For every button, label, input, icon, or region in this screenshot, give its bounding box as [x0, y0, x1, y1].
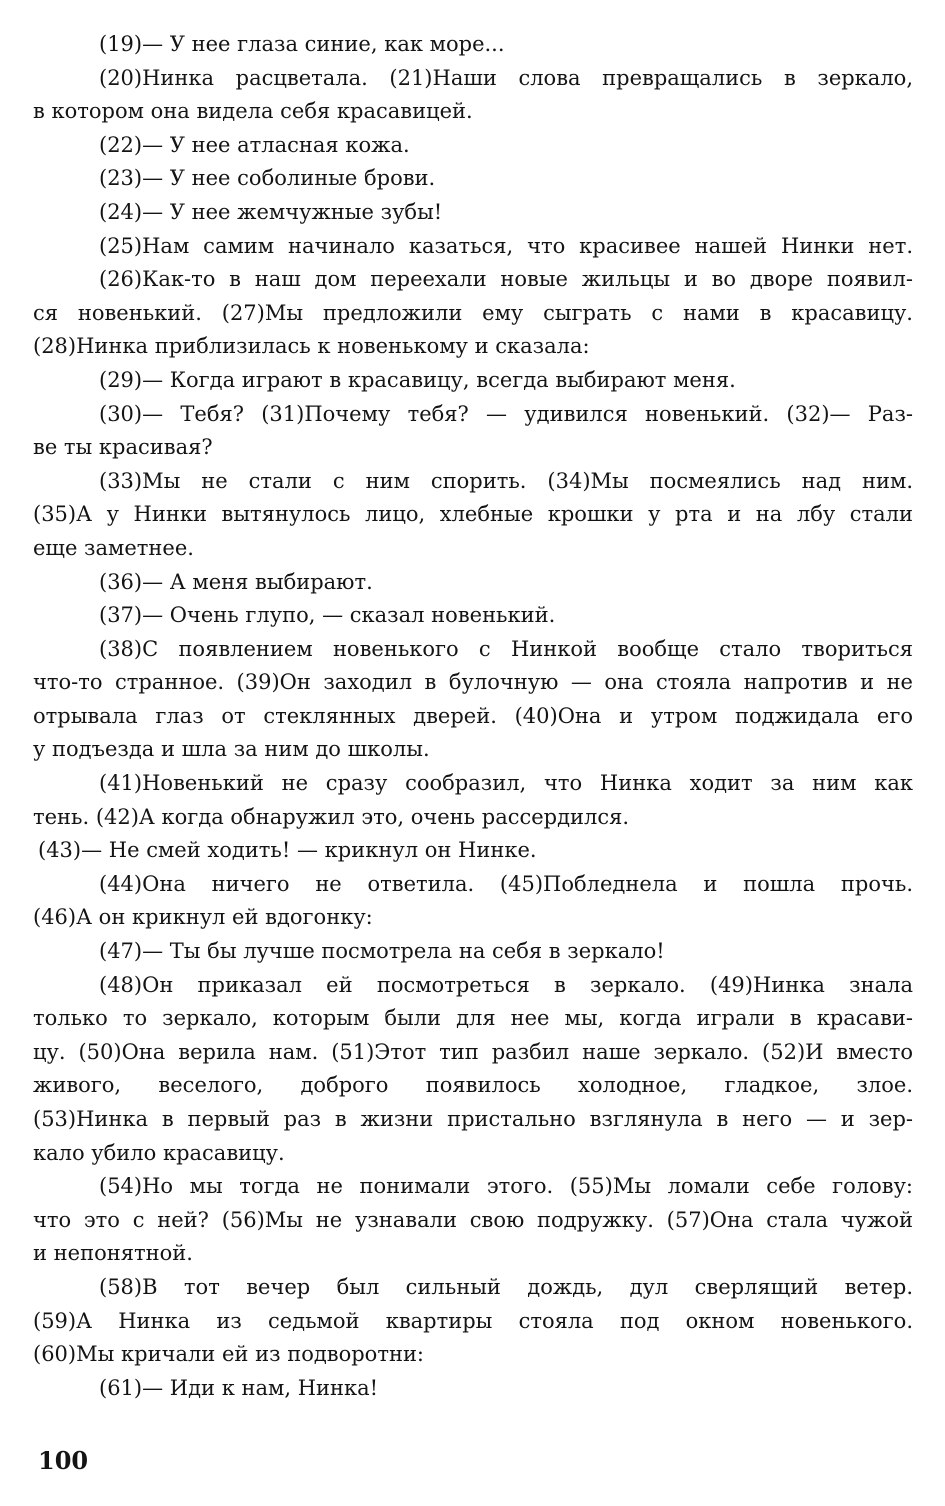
text-line: (30)— Тебя? (31)Почему тебя? — удивился новенький. (32)— Раз-	[99, 401, 913, 426]
text-line: (53)Нинка в первый раз в жизни пристально взглянула в него — и зер-	[33, 1107, 913, 1131]
text-line: (58)В тот вечер был сильный дождь, дул сверлящий ветер.	[99, 1274, 913, 1299]
text-line: (43)— Не смей ходить! — крикнул он Нинке.	[38, 838, 537, 863]
text-line: (41)Новенький не сразу сообразил, что Нинка ходит за ним как	[99, 771, 913, 796]
text-line: что-то странное. (39)Он заходил в булочную — она стояла напротив и не	[33, 670, 913, 695]
text-line: (37)— Очень глупо, — сказал новенький.	[99, 603, 556, 628]
text-line: (46)А он крикнул ей вдогонку:	[33, 905, 373, 930]
text-line: у подъезда и шла за ним до школы.	[33, 737, 430, 762]
text-line: живого, веселого, доброго появилось холодное, гладкое, злое.	[33, 1073, 913, 1098]
text-line: (33)Мы не стали с ним спорить. (34)Мы посмеялись над ним.	[99, 468, 913, 493]
text-line: (44)Она ничего не ответила. (45)Побледнела и пошла прочь.	[99, 871, 913, 896]
text-line: (47)— Ты бы лучше посмотрела на себя в зеркало!	[99, 939, 665, 964]
text-line: (28)Нинка приблизилась к новенькому и сказала:	[33, 334, 590, 359]
text-line: отрывала глаз от стеклянных дверей. (40)Она и утром поджидала его	[33, 703, 913, 728]
text-body	[33, 28, 913, 1405]
text-line: (48)Он приказал ей посмотреться в зеркало. (49)Нинка знала	[99, 972, 913, 997]
text-line: еще заметнее.	[33, 535, 194, 560]
text-line: (60)Мы кричали ей из подворотни:	[33, 1342, 425, 1367]
text-line: (54)Но мы тогда не понимали этого. (55)Мы ломали себе голову:	[99, 1174, 913, 1199]
text-line: (20)Нинка расцветала. (21)Наши слова превращались в зеркало,	[99, 65, 913, 90]
text-line: (22)— У нее атласная кожа.	[99, 132, 410, 157]
text-line: (35)А у Нинки вытянулось лицо, хлебные крошки у рта и на лбу стали	[33, 502, 913, 527]
text-line: только то зеркало, которым были для нее мы, когда играли в красави-	[33, 1006, 913, 1031]
text-line: (36)— А меня выбирают.	[99, 569, 373, 594]
text-line: цу. (50)Она верила нам. (51)Этот тип разбил наше зеркало. (52)И вместо	[33, 1039, 913, 1064]
text-line: кало убило красавицу.	[33, 1140, 285, 1165]
text-line: (26)Как-то в наш дом переехали новые жильцы и во дворе появил-	[99, 267, 913, 292]
text-line: (19)— У нее глаза синие, как море...	[99, 32, 505, 56]
text-line: ся новенький. (27)Мы предложили ему сыграть с нами в красавицу.	[33, 300, 913, 325]
page-number: 100	[38, 1446, 89, 1475]
text-line: (23)— У нее соболиные брови.	[99, 166, 436, 191]
text-line: ве ты красивая?	[33, 435, 213, 460]
text-line: и непонятной.	[33, 1241, 193, 1266]
text-line: что это с ней? (56)Мы не узнавали свою подружку. (57)Она стала чужой	[33, 1207, 913, 1232]
text-line: (29)— Когда играют в красавицу, всегда выбирают меня.	[99, 367, 736, 392]
text-line: (24)— У нее жемчужные зубы!	[99, 199, 443, 224]
text-line: (25)Нам самим начинало казаться, что красивее нашей Нинки нет.	[99, 233, 913, 258]
text-line: тень. (42)А когда обнаружил это, очень рассердился.	[33, 804, 630, 829]
text-line: (59)А Нинка из седьмой квартиры стояла под окном новенького.	[33, 1308, 913, 1333]
text-line: в котором она видела себя красавицей.	[33, 99, 473, 124]
text-line: (38)С появлением новенького с Нинкой вообще стало твориться	[99, 636, 913, 661]
text-line: (61)— Иди к нам, Нинка!	[99, 1375, 379, 1400]
